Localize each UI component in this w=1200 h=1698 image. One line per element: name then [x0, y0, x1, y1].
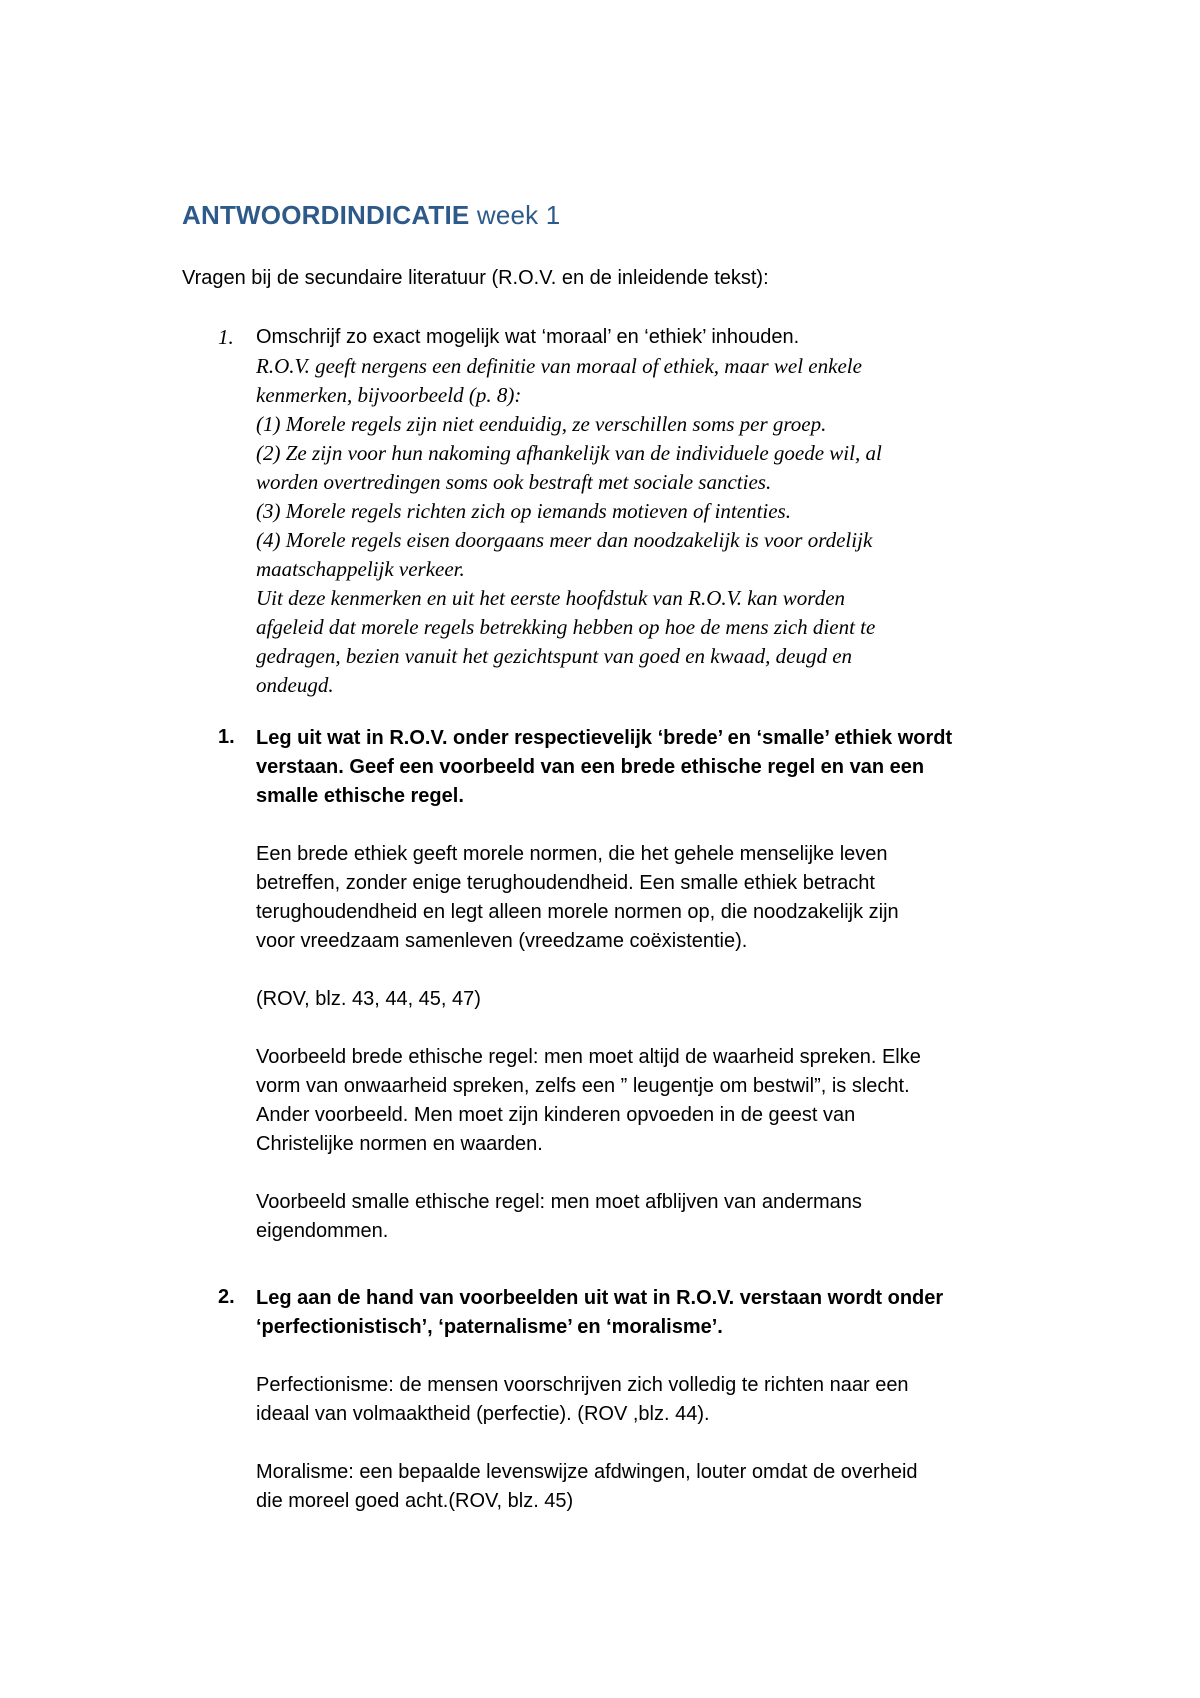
q2-reference-line: (ROV, blz. 43, 44, 45, 47)	[256, 988, 481, 1010]
q1-line: (2) Ze zijn voor hun nakoming afhankelijk van de individuele goede wil, al	[256, 441, 882, 465]
q1-line: Uit deze kenmerken en uit het eerste hoofdstuk van R.O.V. kan worden	[256, 586, 846, 610]
q3-moralism-line: Moralisme: een bepaalde levenswijze afdwingen, louter omdat de overheid	[256, 1461, 918, 1483]
q2-number: 1.	[218, 726, 235, 748]
q2-narrow-line: Voorbeeld smalle ethische regel: men moet afblijven van andermans	[256, 1191, 862, 1213]
q2-question	[256, 724, 1116, 811]
q1-line: (3) Morele regels richten zich op iemands motieven of intenties.	[256, 499, 791, 523]
q2-block	[256, 724, 1116, 1275]
q3-number: 2.	[218, 1286, 235, 1308]
q1-line: R.O.V. geeft nergens een definitie van moraal of ethiek, maar wel enkele	[256, 354, 862, 378]
q3-block	[256, 1284, 1116, 1545]
q2-answer	[256, 840, 1116, 956]
title-bold: ANTWOORDINDICATIE	[182, 200, 470, 230]
q3-perfectionism	[256, 1371, 1116, 1429]
q3-question	[256, 1284, 1116, 1342]
q2-reference	[256, 985, 1116, 1014]
q1-line: (1) Morele regels zijn niet eenduidig, ze verschillen soms per groep.	[256, 412, 827, 436]
q2-answer-line: voor vreedzaam samenleven (vreedzame coëxistentie).	[256, 930, 748, 952]
q1-block	[256, 323, 1116, 700]
q2-answer-line: betreffen, zonder enige terughoudendheid. Een smalle ethiek betracht	[256, 872, 875, 894]
q3-question-line: ‘perfectionistisch’, ‘paternalisme’ en ‘moralisme’.	[256, 1316, 723, 1338]
q2-question-line: verstaan. Geef een voorbeeld van een brede ethische regel en van een	[256, 756, 925, 778]
q2-broad-line: vorm van onwaarheid spreken, zelfs een ” leugentje om bestwil”, is slecht.	[256, 1075, 910, 1097]
q1-question: Omschrijf zo exact mogelijk wat ‘moraal’ en ‘ethiek’ inhouden.	[256, 326, 800, 348]
q1-line: (4) Morele regels eisen doorgaans meer dan noodzakelijk is voor ordelijk	[256, 528, 873, 552]
title-rest: week 1	[469, 200, 561, 230]
q2-broad-example	[256, 1043, 1116, 1159]
q1-line: worden overtredingen soms ook bestraft met sociale sancties.	[256, 470, 772, 494]
q2-narrow-line: eigendommen.	[256, 1220, 389, 1242]
q1-line: gedragen, bezien vanuit het gezichtspunt van goed en kwaad, deugd en	[256, 644, 853, 668]
q2-narrow-example	[256, 1188, 1116, 1246]
q1-line: ondeugd.	[256, 673, 334, 697]
q3-moralism	[256, 1458, 1116, 1516]
intro-text: Vragen bij de secundaire literatuur (R.O.V. en de inleidende tekst):	[182, 267, 769, 289]
q2-broad-line: Christelijke normen en waarden.	[256, 1133, 543, 1155]
q1-line: maatschappelijk verkeer.	[256, 557, 465, 581]
q1-line: kenmerken, bijvoorbeeld (p. 8):	[256, 383, 522, 407]
q2-answer-line: terughoudendheid en legt alleen morele normen op, die noodzakelijk zijn	[256, 901, 899, 923]
page-title	[182, 200, 560, 231]
q2-question-line: smalle ethische regel.	[256, 785, 464, 807]
q1-number: 1.	[218, 325, 234, 349]
q3-question-line: Leg aan de hand van voorbeelden uit wat in R.O.V. verstaan wordt onder	[256, 1287, 944, 1309]
q1-line: afgeleid dat morele regels betrekking hebben op hoe de mens zich dient te	[256, 615, 876, 639]
q2-broad-line: Ander voorbeeld. Men moet zijn kinderen opvoeden in de geest van	[256, 1104, 856, 1126]
q3-perfectionism-line: Perfectionisme: de mensen voorschrijven zich volledig te richten naar een	[256, 1374, 909, 1396]
q2-question-line: Leg uit wat in R.O.V. onder respectievelijk ‘brede’ en ‘smalle’ ethiek wordt	[256, 727, 953, 749]
q3-perfectionism-line: ideaal van volmaaktheid (perfectie). (ROV ,blz. 44).	[256, 1403, 710, 1425]
q2-answer-line: Een brede ethiek geeft morele normen, die het gehele menselijke leven	[256, 843, 888, 865]
q3-moralism-line: die moreel goed acht.(ROV, blz. 45)	[256, 1490, 574, 1512]
q2-broad-line: Voorbeeld brede ethische regel: men moet altijd de waarheid spreken. Elke	[256, 1046, 921, 1068]
